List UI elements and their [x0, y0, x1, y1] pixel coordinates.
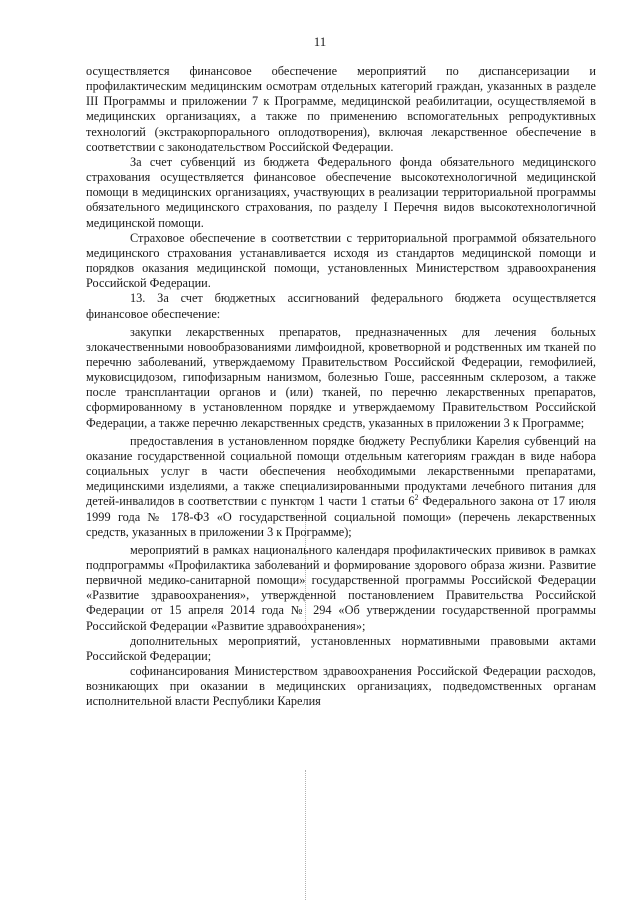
scan-fold-line-lower [305, 770, 306, 900]
paragraph-drug-procurement: закупки лекарственных препаратов, предназначенных для лечения больных злокачественными новообразованиями лимфоидной, кроветворной и родственных им тканей по перечню заболеваний, утверждаемому Правительством Российской Федерации, гемофилией, муковисцидозом, гипофизарным нанизмом, болезнью Гоше, рассеянным склерозом, а также после трансплантации органов и (или) тканей, по перечню лекарственных препаратов, сформированному в установленном порядке и утверждаемому Правительством Российской Федерации, а также перечню лекарственных средств, указанных в приложении 3 к Программе; [86, 324, 596, 430]
paragraph-section-13: 13. За счет бюджетных ассигнований федерального бюджета осуществляется финансовое обеспечение: [86, 291, 596, 321]
paragraph-karelia-subventions [86, 434, 596, 540]
paragraph-insurance-coverage: Страховое обеспечение в соответствии с территориальной программой обязательного медицинского страхования устанавливается исходя из стандартов медицинской помощи и порядков оказания медицинской помощи, установленных Министерством здравоохранения Российской Федерации. [86, 230, 596, 291]
article-superscript: 2 [414, 493, 419, 503]
paragraph-financing-dispensary: осуществляется финансовое обеспечение мероприятий по диспансеризации и профилактическим медицинским осмотрам отдельных категорий граждан, указанных в разделе III Программы и приложении 7 к Программе, медицинской реабилитации, осуществляемой в медицинских организациях, а также по применению вспомогательных репродуктивных технологий (экстракорпорального оплодотворения), включая лекарственное обеспечение в соответствии с законодательством Российской Федерации. [86, 64, 596, 154]
page-number: 11 [313, 34, 327, 49]
paragraph-cofinancing: софинансирования Министерством здравоохранения Российской Федерации расходов, возникающих при оказании в медицинских организациях, подведомственных органам исполнительной власти Республики Карелия [86, 664, 596, 709]
paragraph-karelia-text-a: предоставления в установленном порядке бюджету Республики Карелия субвенций на оказание государственной социальной помощи отдельным категориям граждан в виде набора социальных услуг в части обеспечения необходимыми лекарственными препаратами, медицинскими изделиями, а также специализированными продуктами лечебного питания для детей-инвалидов в соответствии с пунктом 1 части 1 статьи 6 [86, 433, 596, 509]
document-body [86, 64, 596, 710]
paragraph-karelia-text-b: Федерального закона от 17 июля 1999 года № 178-ФЗ «О государственной социальной помощи» (перечень лекарственных средств, указанных в приложении 3 к Программе); [86, 494, 597, 539]
paragraph-additional-measures: дополнительных мероприятий, установленных нормативными правовыми актами Российской Федерации; [86, 633, 596, 663]
paragraph-vaccination-calendar: мероприятий в рамках национального календаря профилактических прививок в рамках подпрограммы «Профилактика заболеваний и формирование здорового образа жизни. Развитие первичной медико-санитарной помощи» государственной программы Российской Федерации «Развитие здравоохранения», утвержденной постановлением Правительства Российской Федерации от 15 апреля 2014 года № 294 «Об утверждении государственной программы Российской Федерации «Развитие здравоохранения»; [86, 542, 596, 633]
paragraph-subventions-high-tech: За счет субвенций из бюджета Федерального фонда обязательного медицинского страхования осуществляется финансовое обеспечение высокотехнологичной медицинской помощи в медицинских организациях, участвующих в реализации территориальной программы обязательного медицинского страхования, по разделу I Перечня видов высокотехнологичной медицинской помощи. [86, 154, 596, 230]
